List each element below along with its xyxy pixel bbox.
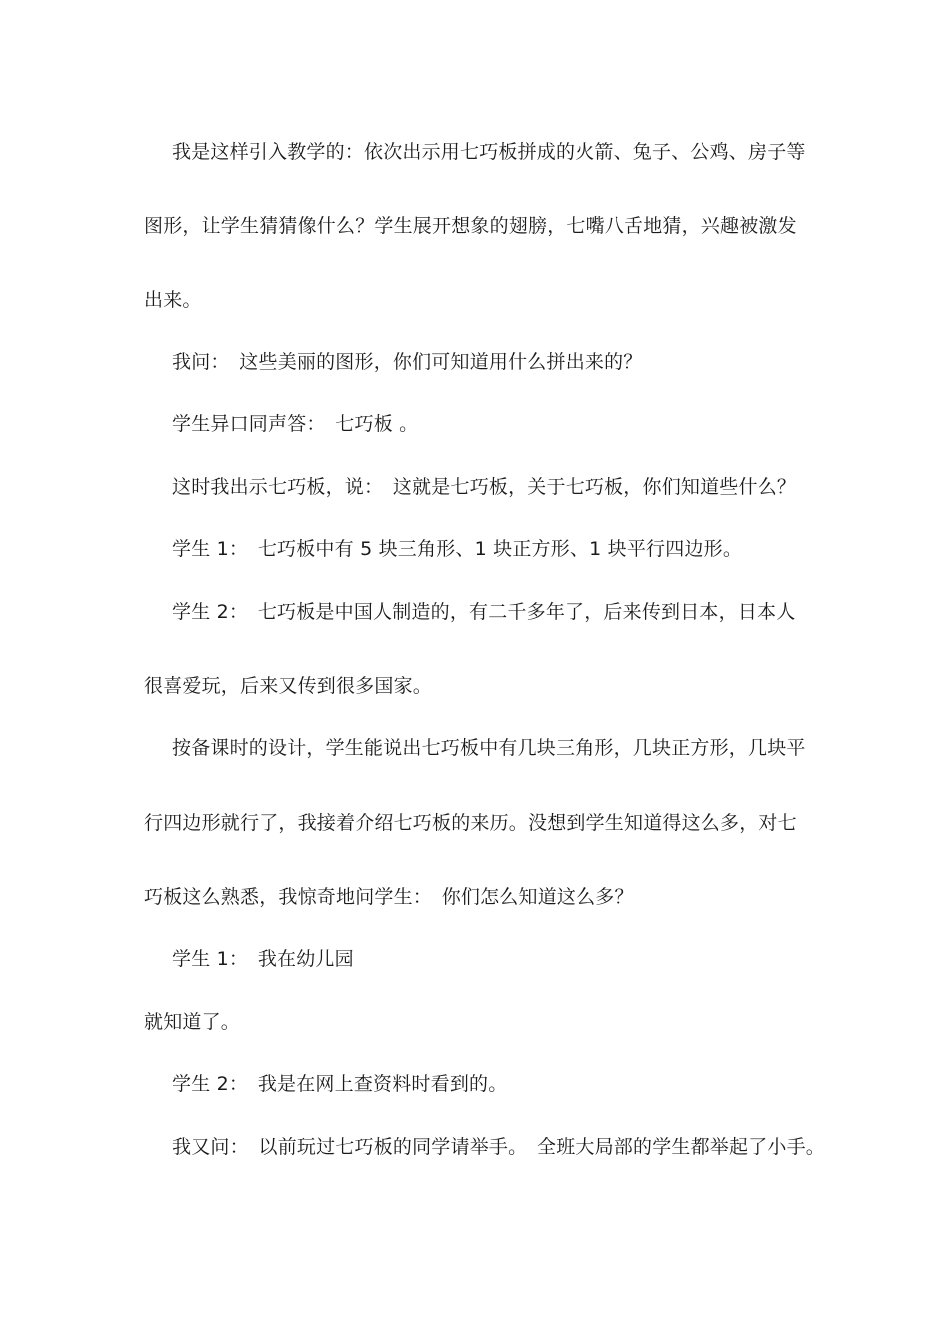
- paragraph-design-line-2: 行四边形就行了，我接着介绍七巧板的来历。没想到学生知道得这么多，对七: [144, 812, 797, 834]
- paragraph-design-line-1: 按备课时的设计，学生能说出七巧板中有几块三角形，几块正方形，几块平: [172, 737, 806, 759]
- teacher-ask-again-line: 我又问： 以前玩过七巧板的同学请举手。 全班大局部的学生都举起了小手。: [172, 1136, 826, 1158]
- teacher-show-line: 这时我出示七巧板，说： 这就是七巧板，关于七巧板，你们知道些什么？: [172, 476, 797, 498]
- paragraph-intro-line-3: 出来。: [144, 289, 202, 311]
- student1-reply-line-2: 就知道了。: [144, 1011, 241, 1033]
- paragraph-design-line-3: 巧板这么熟悉，我惊奇地问学生： 你们怎么知道这么多？: [144, 886, 634, 908]
- paragraph-intro-line-2: 图形，让学生猜猜像什么？学生展开想象的翅膀，七嘴八舌地猜，兴趣被激发: [144, 215, 797, 237]
- paragraph-intro-line-1: 我是这样引入教学的：依次出示用七巧板拼成的火箭、兔子、公鸡、房子等: [172, 141, 806, 163]
- teacher-question-line: 我问： 这些美丽的图形，你们可知道用什么拼出来的？: [172, 351, 643, 373]
- student2-answer-line-2: 很喜爱玩，后来又传到很多国家。: [144, 675, 433, 697]
- student1-reply-line-1: 学生 1： 我在幼儿园: [172, 948, 354, 970]
- student2-answer-line-1: 学生 2： 七巧板是中国人制造的，有二千多年了，后来传到日本，日本人: [172, 601, 796, 623]
- students-answer-line: 学生异口同声答： 七巧板 。: [172, 413, 419, 435]
- student2-reply-line: 学生 2： 我是在网上查资料时看到的。: [172, 1073, 508, 1095]
- student1-answer-line: 学生 1： 七巧板中有 5 块三角形、1 块正方形、1 块平行四边形。: [172, 538, 743, 560]
